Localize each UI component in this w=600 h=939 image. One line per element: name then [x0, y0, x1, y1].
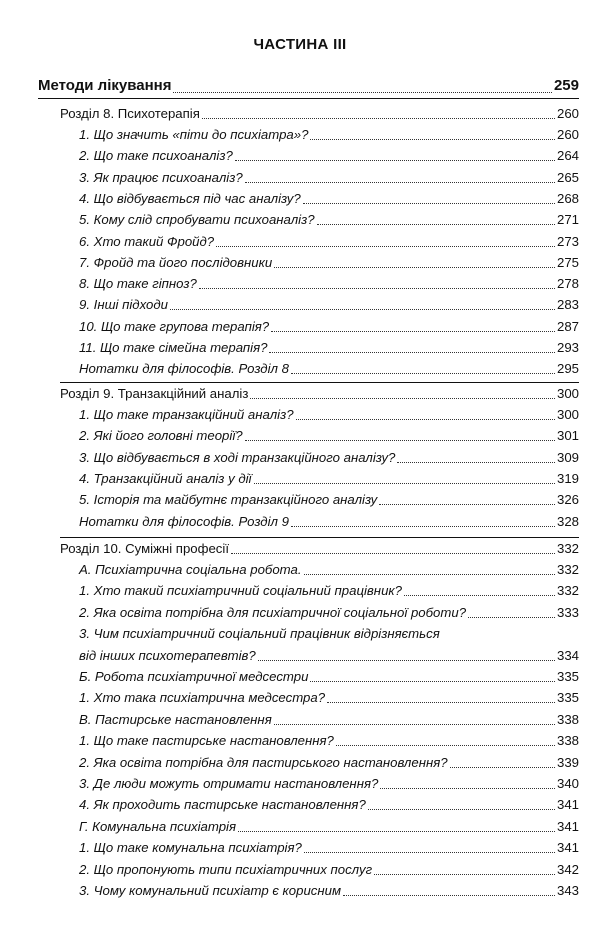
leader-dots [380, 788, 555, 789]
toc-item-page: 341 [556, 797, 579, 813]
toc-item-title: 5. Історія та майбутнє транзакційного аналізу [79, 492, 378, 508]
leader-dots [336, 745, 555, 746]
toc-item-title: 3. Де люди можуть отримати настановлення? [79, 776, 379, 791]
toc-item[interactable] [79, 254, 579, 271]
toc-item[interactable] [79, 775, 579, 792]
leader-dots [310, 681, 555, 682]
toc-item-title: 9. Інші підходи [79, 297, 169, 313]
toc-item[interactable] [79, 839, 579, 856]
toc-item[interactable] [79, 449, 579, 466]
toc-item[interactable] [79, 625, 579, 642]
toc-item-page: 300 [556, 407, 579, 422]
toc-item-page: 287 [556, 318, 579, 334]
toc-item-title: 4. Транзакційний аналіз у дії [79, 470, 252, 486]
leader-dots [245, 182, 555, 183]
toc-item[interactable] [79, 604, 579, 621]
toc-item[interactable] [79, 796, 579, 813]
toc-item[interactable] [79, 296, 579, 313]
toc-item-page: 268 [556, 190, 579, 206]
toc-item-page: 341 [556, 840, 579, 856]
toc-item-page: 342 [556, 861, 579, 877]
leader-dots [317, 224, 555, 225]
toc-method[interactable] [38, 76, 579, 96]
method-title: Методи лікування [38, 77, 172, 94]
leader-dots [379, 504, 555, 505]
toc-item-page: 260 [556, 127, 579, 142]
toc-item-page: 326 [556, 492, 579, 508]
method-page: 259 [553, 77, 579, 94]
toc-chapter-8[interactable] [60, 105, 579, 122]
toc-item-page: 319 [556, 470, 579, 486]
toc-item[interactable] [79, 275, 579, 292]
chapter-8-title: Розділ 8. Психотерапія [60, 106, 200, 121]
toc-item-page: 265 [556, 169, 579, 185]
chapter-9-page: 300 [556, 386, 579, 401]
toc-item[interactable] [79, 882, 579, 899]
toc-chapter-10[interactable] [60, 540, 579, 557]
toc-item-title: 3. Чому комунальний психіатр є корисним [79, 883, 342, 898]
toc-item-title: 2. Що таке психоаналіз? [79, 148, 233, 164]
toc-item-title: 4. Що відбувається під час аналізу? [79, 190, 301, 206]
toc-item-title: від інших психотерапевтів? [79, 647, 256, 663]
toc-item-title: 4. Як проходить пастирське настановлення? [79, 797, 366, 813]
leader-dots [296, 419, 555, 420]
toc-item[interactable] [79, 861, 579, 878]
toc-item[interactable] [79, 668, 579, 685]
toc-item[interactable] [79, 818, 579, 835]
toc-item-page: 278 [556, 276, 579, 292]
toc-item-title: 6. Хто такий Фройд? [79, 233, 215, 249]
toc-item-title: 3. Як працює психоаналіз? [79, 169, 243, 185]
toc-item-title: Б. Робота психіатричної медсестри [79, 669, 309, 684]
toc-item-page: 328 [556, 513, 579, 529]
toc-item-title: 1. Хто такий психіатричний соціальний працівник? [79, 583, 402, 599]
toc-item-title: В. Пастирське настановлення [79, 711, 272, 727]
toc-item-title: Нотатки для філософів. Розділ 8 [79, 361, 289, 377]
leader-dots [271, 331, 555, 332]
toc-item[interactable] [79, 427, 579, 444]
chapter-10-page: 332 [556, 541, 579, 556]
toc-item-page: 273 [556, 233, 579, 249]
leader-dots [468, 617, 555, 618]
leader-dots [303, 203, 555, 204]
toc-item[interactable] [79, 190, 579, 207]
toc-item-page: 309 [556, 449, 579, 465]
toc-item-page: 332 [556, 583, 579, 599]
toc-item-page: 301 [556, 428, 579, 444]
toc-item-page: 335 [556, 669, 579, 684]
chapter-8-divider [60, 382, 579, 383]
leader-dots [216, 246, 555, 247]
leader-dots [404, 595, 555, 596]
toc-item[interactable] [79, 647, 579, 664]
toc-item-title: 1. Що таке пастирське настановлення? [79, 733, 334, 749]
toc-item[interactable] [79, 561, 579, 578]
toc-item-title: Г. Комунальна психіатрія [79, 818, 237, 834]
toc-chapter-9[interactable] [60, 385, 579, 402]
toc-item-title: 1. Що таке транзакційний аналіз? [79, 407, 294, 422]
leader-dots [173, 92, 552, 93]
toc-item-page: 334 [556, 647, 579, 663]
toc-item-page: 343 [556, 883, 579, 898]
toc-item[interactable] [79, 470, 579, 487]
leader-dots [202, 118, 555, 119]
toc-item[interactable] [79, 732, 579, 749]
leader-dots [304, 852, 555, 853]
toc-item-page: 333 [556, 604, 579, 620]
toc-item-title: 10. Що таке групова терапія? [79, 318, 270, 334]
toc-item[interactable] [79, 513, 579, 530]
toc-item-page: 332 [556, 562, 579, 577]
leader-dots [231, 553, 555, 554]
leader-dots [450, 767, 555, 768]
toc-item[interactable] [79, 233, 579, 250]
chapter-9-title: Розділ 9. Транзакційний аналіз [60, 386, 249, 401]
toc-item-page: 338 [556, 711, 579, 727]
toc-item[interactable] [79, 318, 579, 335]
leader-dots [374, 874, 555, 875]
leader-dots [258, 660, 555, 661]
part-title: ЧАСТИНА ІІІ [253, 36, 347, 53]
leader-dots [254, 483, 555, 484]
toc-item-title: 8. Що таке гіпноз? [79, 276, 197, 292]
toc-item-title: 1. Що таке комунальна психіатрія? [79, 840, 302, 856]
toc-item[interactable] [79, 711, 579, 728]
leader-dots [245, 440, 555, 441]
method-underline [38, 98, 579, 99]
toc-item-title: Нотатки для філософів. Розділ 9 [79, 513, 289, 529]
toc-item-page: 341 [556, 818, 579, 834]
toc-item-title: 5. Кому слід спробувати психоаналіз? [79, 212, 315, 228]
leader-dots [170, 309, 555, 310]
leader-dots [310, 139, 555, 140]
leader-dots [250, 398, 555, 399]
leader-dots [343, 895, 555, 896]
chapter-8-page: 260 [556, 106, 579, 121]
toc-item-title: 1. Хто така психіатрична медсестра? [79, 690, 326, 706]
toc-item-title: 2. Які його головні теорії? [79, 428, 243, 444]
toc-item[interactable] [79, 754, 579, 771]
toc-item-page: 340 [556, 776, 579, 791]
leader-dots [368, 809, 555, 810]
toc-item[interactable] [79, 689, 579, 706]
leader-dots [235, 160, 555, 161]
toc-item[interactable] [79, 360, 579, 377]
toc-item[interactable] [79, 211, 579, 228]
toc-item[interactable] [79, 339, 579, 356]
leader-dots [397, 462, 555, 463]
leader-dots [327, 702, 555, 703]
toc-item-title: 2. Що пропонують типи психіатричних послуг [79, 861, 373, 877]
toc-item[interactable] [79, 582, 579, 599]
chapter-9-divider [60, 537, 579, 538]
toc-item[interactable] [79, 491, 579, 508]
toc-item-page: 283 [556, 297, 579, 313]
toc-item-page: 293 [556, 340, 579, 355]
toc-item-title: 1. Що значить «піти до психіатра»? [79, 127, 309, 142]
leader-dots [238, 831, 555, 832]
toc-item-title: 11. Що таке сімейна терапія? [79, 340, 268, 355]
toc-item[interactable] [79, 169, 579, 186]
toc-item-title: 2. Яка освіта потрібна для пастирського настановлення? [79, 754, 448, 770]
toc-item-title: А. Психіатрична соціальна робота. [79, 562, 302, 577]
chapter-10-title: Розділ 10. Суміжні професії [60, 541, 229, 556]
leader-dots [304, 574, 555, 575]
toc-item-page: 339 [556, 754, 579, 770]
toc-item[interactable] [79, 406, 579, 423]
leader-dots [291, 373, 555, 374]
toc-item-page: 295 [556, 361, 579, 377]
toc-item-page: 271 [556, 212, 579, 228]
toc-item-title: 3. Що відбувається в ході транзакційного аналізу? [79, 449, 396, 465]
leader-dots [274, 724, 555, 725]
toc-item[interactable] [79, 147, 579, 164]
toc-item-title: 2. Яка освіта потрібна для психіатричної соціальної роботи? [79, 604, 467, 620]
toc-item-page: 264 [556, 148, 579, 164]
leader-dots [269, 352, 555, 353]
leader-dots [199, 288, 555, 289]
toc-item-title: 3. Чим психіатричний соціальний працівник відрізняється [79, 626, 440, 642]
leader-dots [291, 526, 555, 527]
leader-dots [274, 267, 555, 268]
toc-item-page: 275 [556, 254, 579, 270]
toc-item-title: 7. Фройд та його послідовники [79, 254, 273, 270]
toc-item[interactable] [79, 126, 579, 143]
toc-item-page: 338 [556, 733, 579, 749]
toc-item-page: 335 [556, 690, 579, 706]
